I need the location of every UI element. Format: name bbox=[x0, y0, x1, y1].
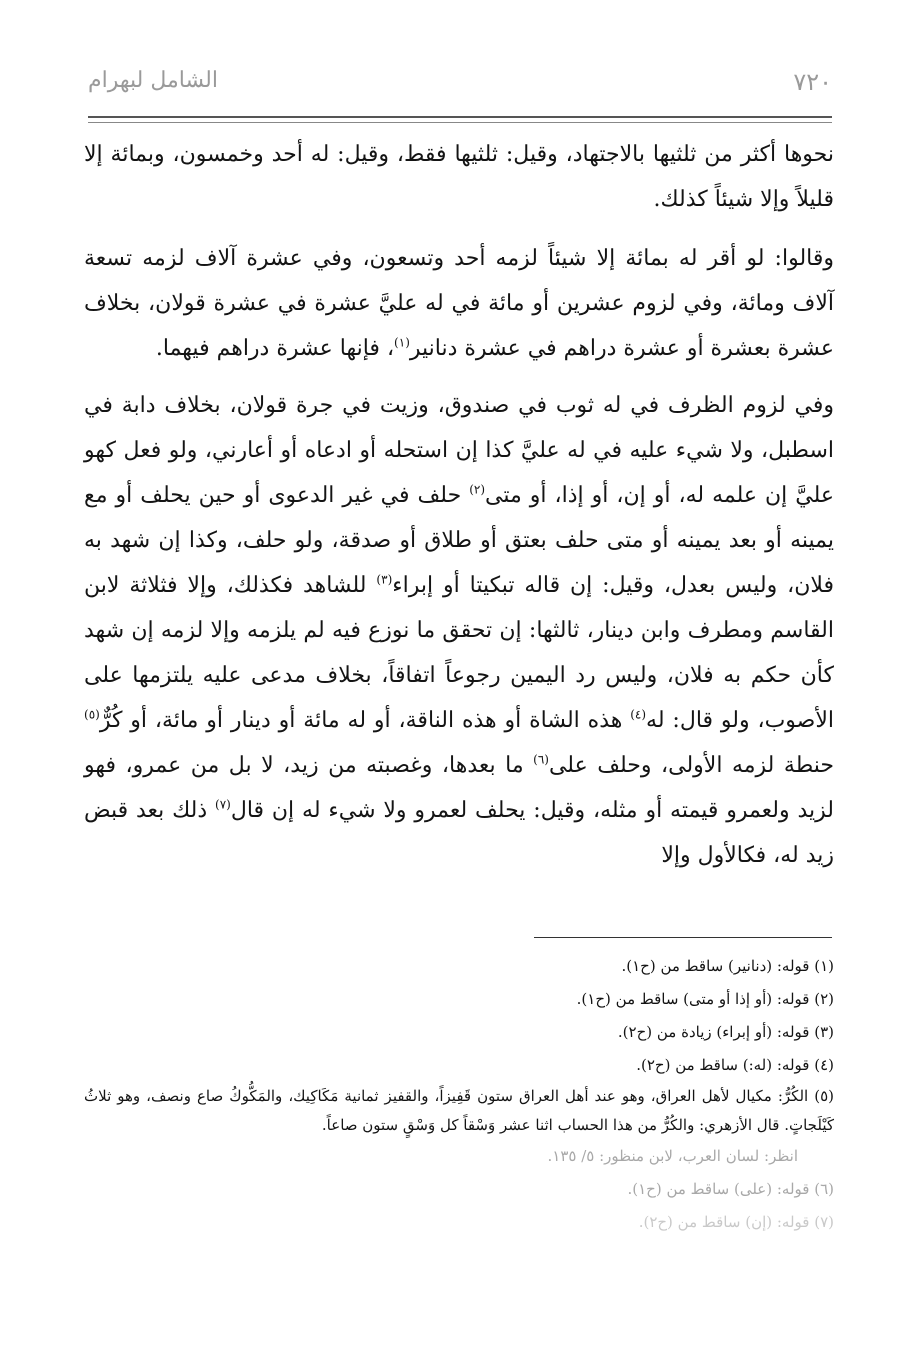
paragraph-text: للشاهد فكذلك، وإلا فثلاثة لابن القاسم ومطرف وابن دينار، ثالثها: إن تحقق ما نوزع فيه لم يلزمه وإلا لزمه إن شهد كأن حكم به فلان، وليس رد اليمين رجوعاً اتفاقاً، بخلاف مدعى عليه يلتزمها على الأصوب، ولو قال: له bbox=[84, 573, 834, 733]
header-rule bbox=[88, 116, 832, 118]
header-rule-thin bbox=[88, 122, 832, 123]
paragraph-2 bbox=[84, 236, 834, 371]
footnote-4: (٤) قوله: (له:) ساقط من (ح٢). bbox=[636, 1056, 834, 1074]
page-header bbox=[88, 62, 832, 108]
paragraph-text: ذلك بعد قبض زيد له، فكالأول وإلا bbox=[84, 798, 834, 868]
paragraph-text: وقالوا: لو أقر له بمائة إلا شيئاً لزمه أحد وتسعون، وفي عشرة آلاف لزمه تسعة آلاف ومائة، وفي لزوم عشرين أو مائة في له عليَّ عشرة في عشرة قولان، بخلاف عشرة بعشرة أو عشرة دراهم في عشرة دنانير bbox=[84, 246, 834, 361]
footnote-ref-5: (٥) bbox=[84, 707, 100, 722]
footnote-ref-4: (٤) bbox=[630, 707, 647, 722]
paragraph-text: هذه الشاة أو هذه الناقة، أو له مائة أو دينار أو مائة، أو كُرٌّ bbox=[99, 708, 631, 733]
paragraph-1 bbox=[84, 132, 834, 222]
footnote-1: (١) قوله: (دنانير) ساقط من (ح١). bbox=[621, 957, 834, 975]
footnote-5: (٥) الكُرُّ: مكيال لأهل العراق، وهو عند أهل العراق ستون قَفِيزاً، والقفيز ثمانية مَكَاكِيك، والمَكُّوكُ صاع ونصف، وهو ثلاثُ كَيْلَجاتٍ. قال الأزهري: والكُرُّ من هذا الحساب اثنا عشر وَسْقاً كل وَسْقٍ ستون صاعاً. bbox=[84, 1087, 834, 1134]
paragraph-text: ، فإنها عشرة دراهم فيهما. bbox=[155, 336, 395, 361]
footnote-ref-7: (٧) bbox=[215, 797, 231, 812]
footnote-6: (٦) قوله: (على) ساقط من (ح١). bbox=[627, 1180, 834, 1198]
main-text bbox=[84, 132, 834, 890]
paragraph-text: حنطة لزمه الأولى، وحلف على bbox=[548, 753, 834, 778]
paragraph-text: ما بعدها، وغصبته من زيد، لا بل من عمرو، فهو لزيد ولعمرو قيمته أو مثله، وقيل: يحلف لعمرو ولا شيء له إن قال bbox=[84, 753, 834, 823]
paragraph-3 bbox=[84, 383, 834, 878]
footnote-divider bbox=[534, 937, 832, 938]
page-number: ٧٢٠ bbox=[793, 68, 832, 96]
paragraph-text: نحوها أكثر من ثلثيها بالاجتهاد، وقيل: ثلثيها فقط، وقيل: له أحد وخمسون، وبمائة إلا قليلاً وإلا شيئاً كذلك. bbox=[84, 142, 834, 212]
footnote-ref-1: (١) bbox=[394, 335, 410, 350]
paragraph-text: وفي لزوم الظرف في له ثوب في صندوق، وزيت في جرة قولان، بخلاف دابة في اسطبل، ولا شيء عليه في له عليَّ كذا إن استحله أو ادعاه أو أعارني، ولو فعل كهو عليَّ إن علمه له، أو إن، أو إذا، أو متى bbox=[84, 393, 834, 508]
paragraph-text: حلف في غير الدعوى أو حين يحلف أو مع يمينه أو بعد يمينه أو متى حلف بعتق أو طلاق أو صدقة، ولو حلف، وكذا إن شهد به فلان، وليس بعدل، وقيل: إن قاله تبكيتا أو إبراء bbox=[84, 483, 835, 598]
footnote-ref-2: (٢) bbox=[469, 482, 486, 497]
running-title: الشامل لبهرام bbox=[88, 68, 218, 93]
footnote-2: (٢) قوله: (أو إذا أو متى) ساقط من (ح١). bbox=[576, 990, 834, 1008]
footnotes bbox=[84, 950, 834, 1239]
footnote-ref-6: (٦) bbox=[533, 752, 549, 767]
footnote-3: (٣) قوله: (أو إبراء) زيادة من (ح٢). bbox=[617, 1023, 834, 1041]
footnote-5-reference: انظر: لسان العرب، لابن منظور: ٥/ ١٣٥. bbox=[547, 1147, 798, 1165]
footnote-7: (٧) قوله: (إن) ساقط من (ح٢). bbox=[638, 1213, 834, 1231]
footnote-ref-3: (٣) bbox=[376, 572, 393, 587]
